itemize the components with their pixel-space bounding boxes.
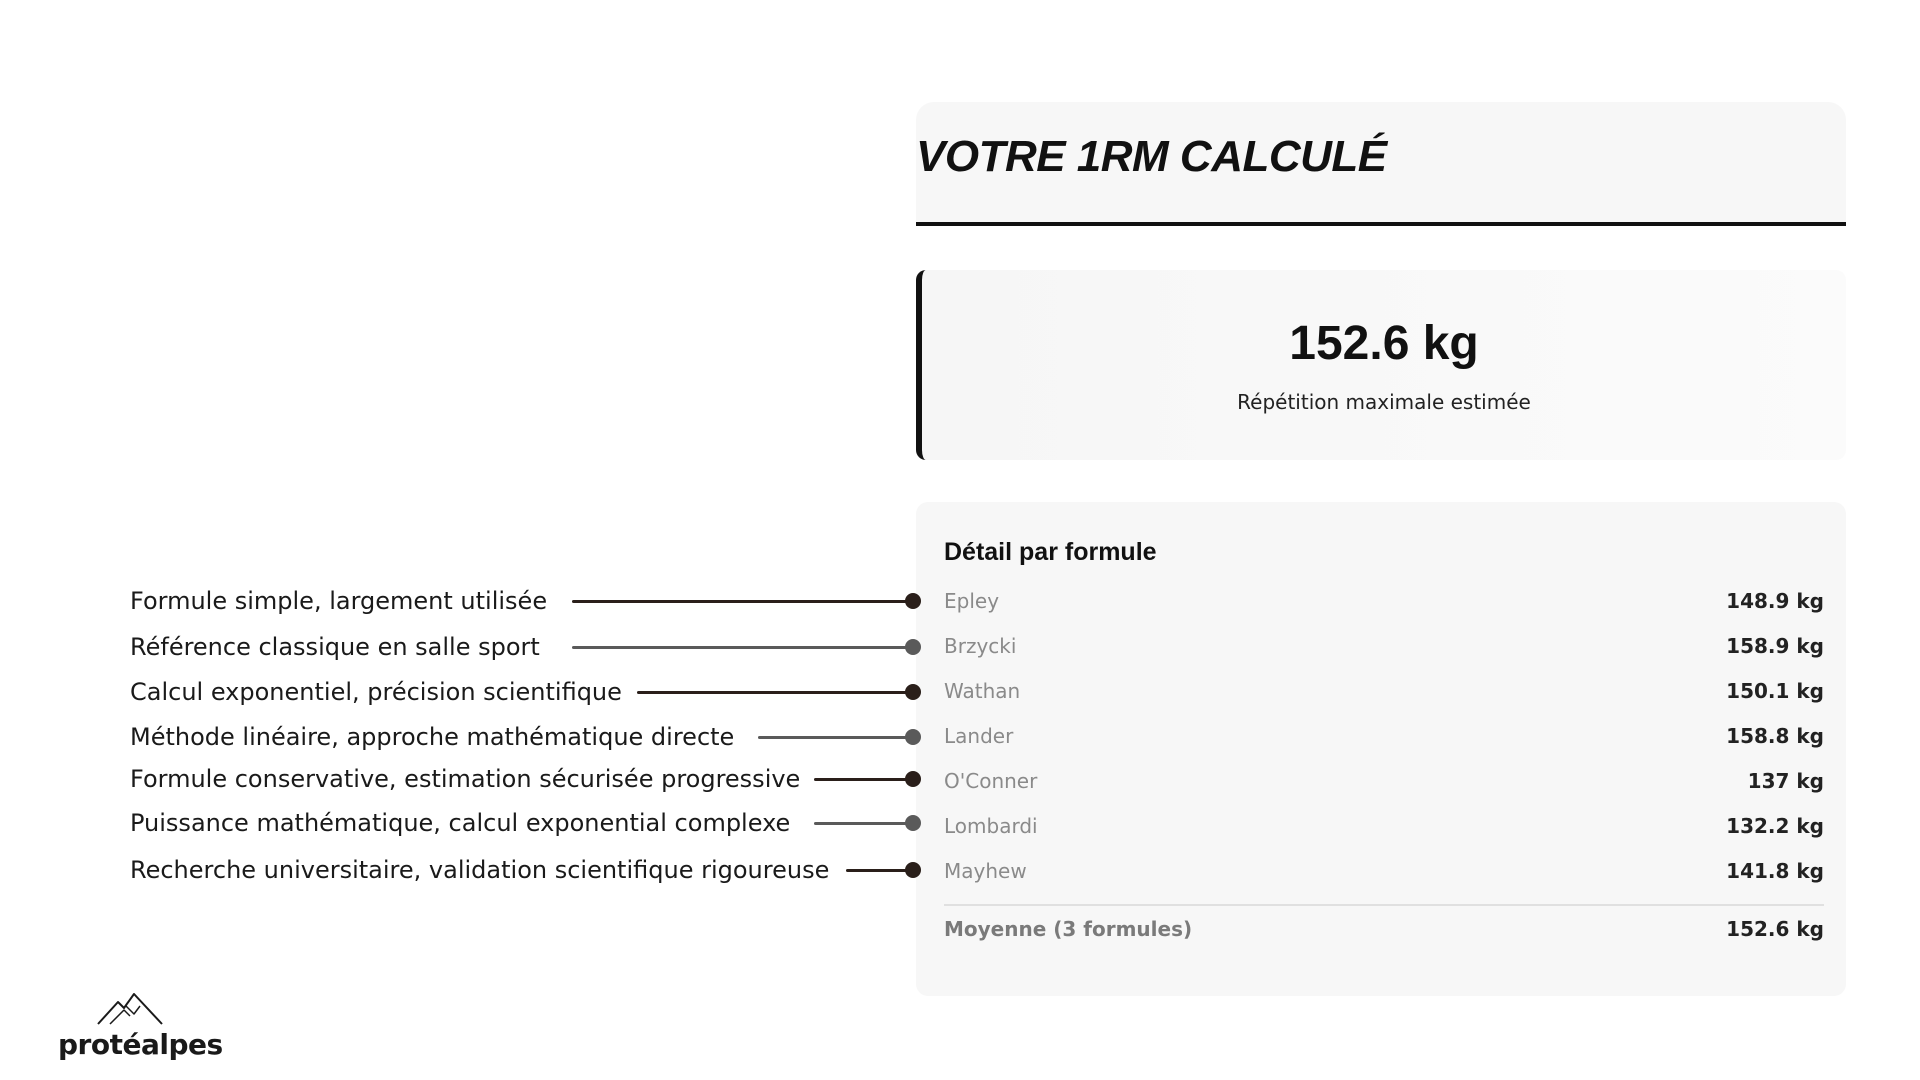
formula-row-oconner <box>944 766 1824 796</box>
result-label: Répétition maximale estimée <box>1237 390 1531 414</box>
annotation-oconner: Formule conservative, estimation sécurisée progressive <box>130 765 801 793</box>
average-label: Moyenne (3 formules) <box>944 917 1193 941</box>
result-value: 152.6 kg <box>1289 317 1479 370</box>
formula-value: 141.8 kg <box>1726 859 1824 883</box>
formula-value: 132.2 kg <box>1726 814 1824 838</box>
detail-card <box>916 502 1846 996</box>
header-card <box>916 102 1846 226</box>
connector-line-oconner <box>814 778 912 781</box>
connector-line-wathan <box>637 691 912 694</box>
formula-name: Wathan <box>944 679 1021 703</box>
logo-text: protéalpes <box>58 1028 223 1061</box>
formula-name: Epley <box>944 589 1000 613</box>
formula-row-mayhew <box>944 856 1824 886</box>
formula-value: 158.9 kg <box>1726 634 1824 658</box>
detail-title: Détail par formule <box>944 538 1157 566</box>
formula-name: Mayhew <box>944 859 1027 883</box>
connector-dot-wathan <box>905 684 921 700</box>
formula-row-lander <box>944 721 1824 751</box>
formula-row-epley <box>944 586 1824 616</box>
connector-dot-lombardi <box>905 815 921 831</box>
connector-dot-epley <box>905 593 921 609</box>
connector-line-mayhew <box>846 869 912 872</box>
page-title: VOTRE 1RM CALCULÉ <box>916 132 1387 181</box>
connector-line-lombardi <box>814 822 912 825</box>
connector-line-epley <box>572 600 912 603</box>
formula-value: 148.9 kg <box>1726 589 1824 613</box>
connector-dot-mayhew <box>905 862 921 878</box>
logo <box>58 992 223 1062</box>
annotation-lander: Méthode linéaire, approche mathématique directe <box>130 723 735 751</box>
result-card <box>916 270 1846 460</box>
formula-name: Lombardi <box>944 814 1038 838</box>
average-value: 152.6 kg <box>1726 917 1824 941</box>
connector-dot-brzycki <box>905 639 921 655</box>
average-row <box>944 914 1824 944</box>
annotation-lombardi: Puissance mathématique, calcul exponential complexe <box>130 809 791 837</box>
formula-value: 150.1 kg <box>1726 679 1824 703</box>
annotation-mayhew: Recherche universitaire, validation scientifique rigoureuse <box>130 856 830 884</box>
formula-row-wathan <box>944 676 1824 706</box>
formula-value: 137 kg <box>1747 769 1824 793</box>
divider <box>944 904 1824 906</box>
connector-line-brzycki <box>572 646 912 649</box>
formula-name: O'Conner <box>944 769 1038 793</box>
connector-dot-lander <box>905 729 921 745</box>
annotation-brzycki: Référence classique en salle sport <box>130 633 540 661</box>
connector-line-lander <box>758 736 912 739</box>
mountain-icon <box>96 992 166 1026</box>
annotation-wathan: Calcul exponentiel, précision scientifique <box>130 678 622 706</box>
formula-row-brzycki <box>944 631 1824 661</box>
annotation-epley: Formule simple, largement utilisée <box>130 587 548 615</box>
formula-value: 158.8 kg <box>1726 724 1824 748</box>
formula-row-lombardi <box>944 811 1824 841</box>
connector-dot-oconner <box>905 771 921 787</box>
formula-name: Brzycki <box>944 634 1017 658</box>
formula-name: Lander <box>944 724 1014 748</box>
